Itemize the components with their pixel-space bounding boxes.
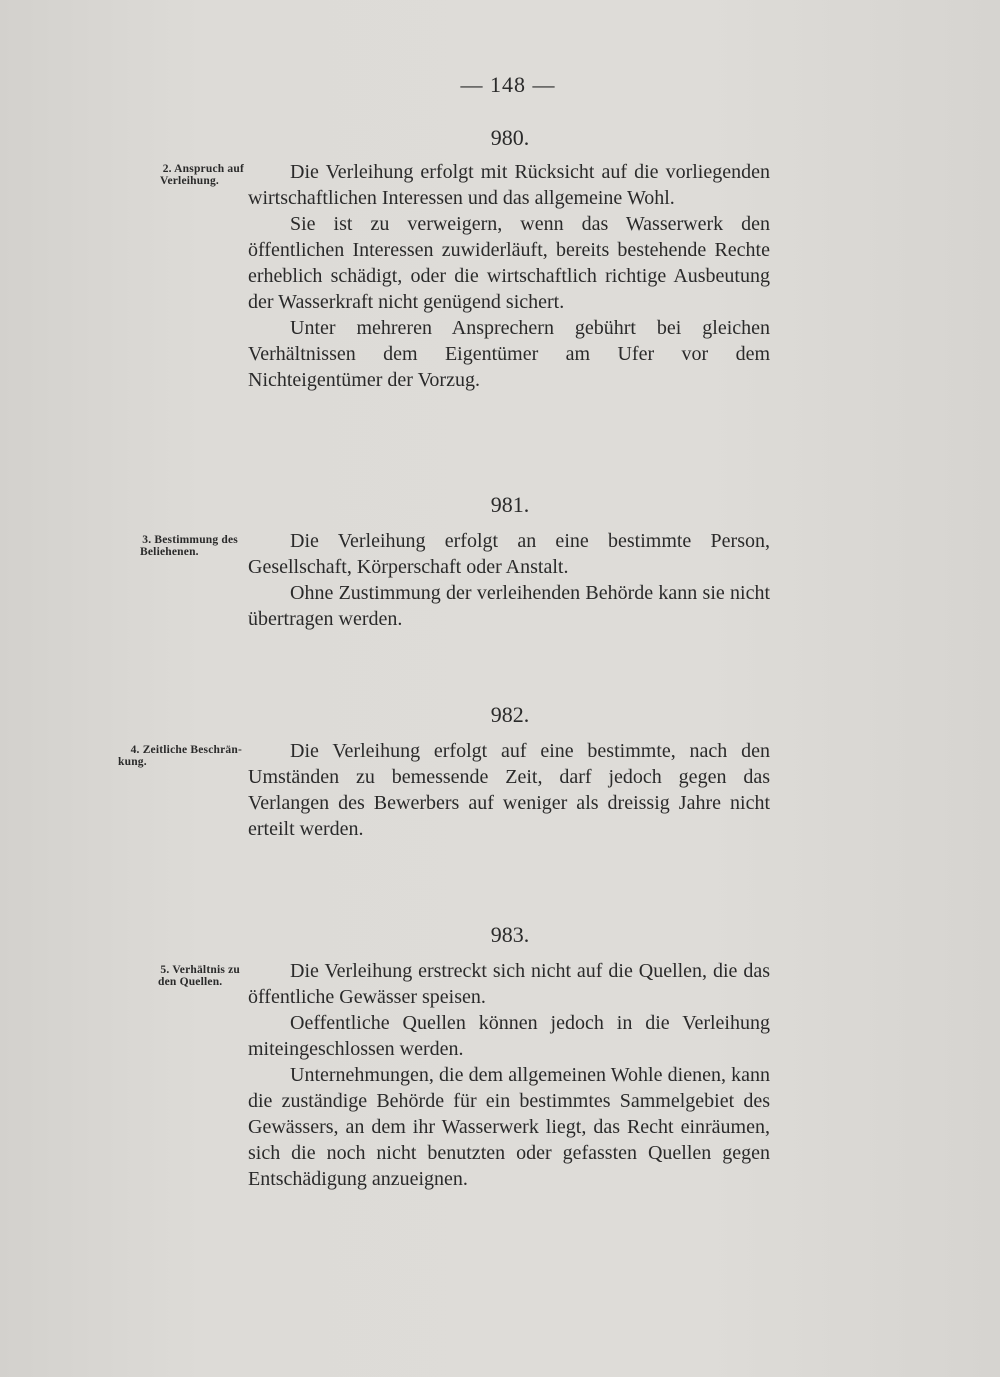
margin-note-line2: Beliehenen. xyxy=(140,546,199,558)
paragraph: Die Verleihung erstreckt sich nicht auf die Quellen, die das öffentliche Gewässer speisen. xyxy=(248,960,770,1008)
paragraph: Unter mehreren Ansprechern gebührt bei gleichen Verhältnissen dem Eigentümer am Ufer vor dem Nichteigentümer der Vorzug. xyxy=(248,317,770,391)
margin-note xyxy=(100,744,250,768)
margin-note-line1: Verhältnis zu xyxy=(172,964,240,976)
article-body xyxy=(248,958,770,1192)
margin-note-line1: Zeitliche Beschrän- xyxy=(142,744,242,756)
article-body xyxy=(248,528,770,632)
article-number: 983. xyxy=(490,922,530,947)
margin-note-line2: kung. xyxy=(118,756,147,768)
margin-note-line1: Anspruch auf xyxy=(174,163,244,175)
paragraph: Oeffentliche Quellen können jedoch in die Verleihung miteingeschlossen werden. xyxy=(248,1012,770,1060)
article-number: 982. xyxy=(490,702,530,727)
paragraph: Ohne Zustimmung der verleihenden Behörde kann sie nicht übertragen werden. xyxy=(248,582,770,630)
paragraph: Die Verleihung erfolgt auf eine bestimmte, nach den Umständen zu bemessende Zeit, darf jedoch gegen das Verlangen des Bewerbers auf weniger als dreissig Jahre nicht erteilt werden. xyxy=(248,740,770,840)
article-body xyxy=(248,738,770,842)
margin-note xyxy=(100,163,250,187)
article-number: 981. xyxy=(490,492,530,517)
page-number: — 148 — xyxy=(460,72,556,97)
paragraph: Die Verleihung erfolgt an eine bestimmte Person, Gesellschaft, Körperschaft oder Anstalt. xyxy=(248,530,770,578)
margin-note-line1: Bestimmung des xyxy=(154,534,238,546)
paragraph: Unternehmungen, die dem allgemeinen Wohle dienen, kann die zuständige Behörde für ein bestimmtes Sammelgebiet des Gewässers, an dem ihr Wasserwerk liegt, das Recht einräumen, sich die noch nicht benutzten oder gefassten Quellen gegen Entschädigung anzueignen. xyxy=(248,1064,770,1190)
margin-note xyxy=(100,534,250,558)
paragraph: Die Verleihung erfolgt mit Rücksicht auf die vorliegenden wirtschaftlichen Interessen und das allgemeine Wohl. xyxy=(248,161,770,209)
article-body xyxy=(248,159,770,393)
margin-note-number: 3. xyxy=(142,534,152,546)
article-number: 980. xyxy=(490,125,530,150)
paragraph: Sie ist zu verweigern, wenn das Wasserwerk den öffentlichen Interessen zuwiderläuft, bereits bestehende Rechte erheblich schädigt, oder die wirtschaftlich richtige Ausbeutung der Wasserkraft nicht genügend sichert. xyxy=(248,213,770,313)
margin-note-number: 2. xyxy=(162,163,172,175)
margin-note xyxy=(100,964,250,988)
margin-note-line2: den Quellen. xyxy=(158,976,223,988)
margin-note-line2: Verleihung. xyxy=(160,175,219,187)
margin-note-number: 5. xyxy=(160,964,170,976)
margin-note-number: 4. xyxy=(130,744,140,756)
